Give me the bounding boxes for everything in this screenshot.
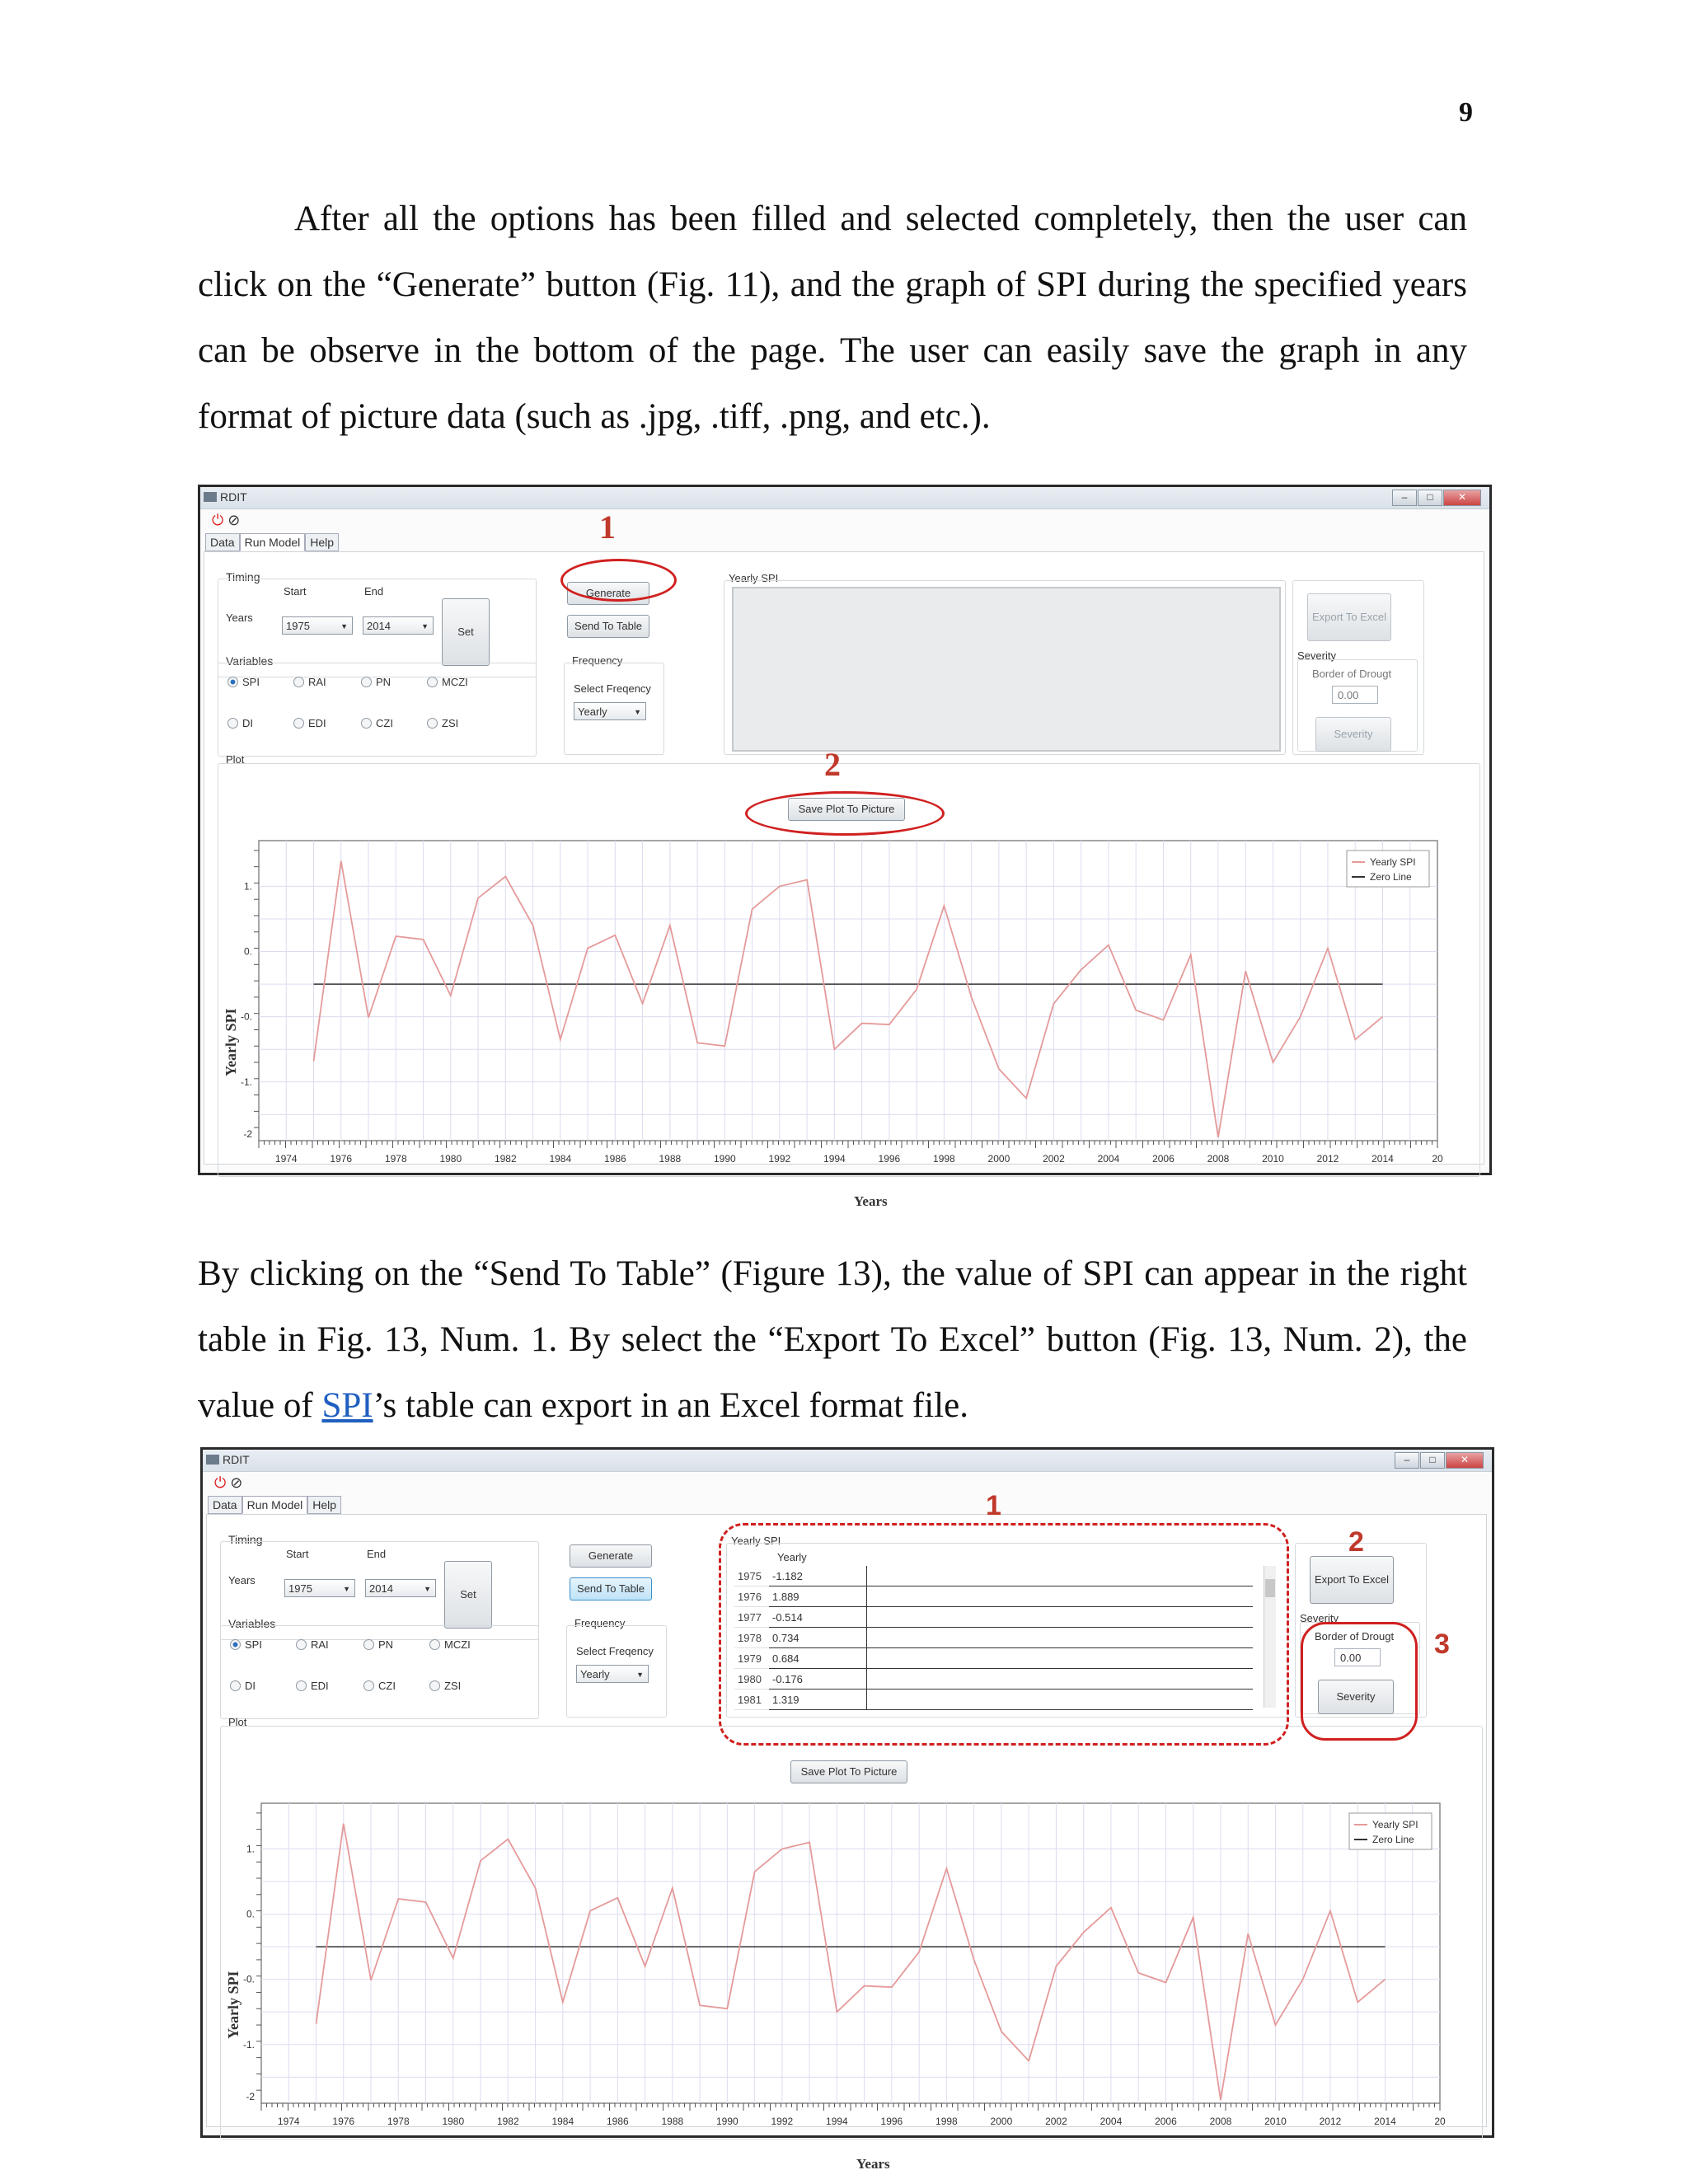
annotation-number-2: 2	[1348, 1526, 1364, 1558]
x-tick-label: 1976	[332, 2116, 355, 2127]
table-row[interactable]: 1975 -1.182	[734, 1566, 1253, 1586]
radio-czi[interactable]: CZI	[361, 717, 393, 729]
x-tick-label: 20	[1434, 2116, 1446, 2127]
x-tick-label: 20	[1432, 1153, 1443, 1165]
app-logo-icon	[206, 1455, 219, 1465]
severity-highlight-ring	[1301, 1622, 1418, 1741]
x-tick-label: 1986	[606, 2116, 629, 2127]
frequency-select[interactable]: Yearly ▼	[574, 702, 646, 720]
legend-label: Zero Line	[1370, 871, 1412, 883]
x-tick-label: 2000	[987, 1153, 1010, 1165]
timing-label: Timing	[226, 570, 260, 583]
tab-run-model[interactable]: Run Model	[242, 1496, 308, 1514]
annotation-number-1: 1	[986, 1490, 1001, 1521]
x-tick-label: 2002	[1043, 1153, 1065, 1165]
x-tick-label: 1978	[387, 2116, 410, 2127]
x-tick-label: 1988	[659, 1153, 682, 1165]
close-button[interactable]: ✕	[1443, 490, 1481, 506]
table-header-yearly: Yearly	[777, 1551, 807, 1563]
start-label: Start	[286, 1548, 309, 1560]
app-logo-icon	[204, 492, 217, 502]
quick-toolbar	[212, 512, 240, 529]
tab-help[interactable]: Help	[305, 533, 339, 551]
yearly-spi-label: Yearly SPI	[729, 572, 779, 584]
radio-czi[interactable]: CZI	[363, 1680, 396, 1692]
y-tick-label: -0.	[242, 1973, 255, 1985]
save-plot-to-picture-button[interactable]: Save Plot To Picture	[790, 1760, 907, 1783]
refresh-icon[interactable]: ⊘	[227, 512, 241, 528]
spi-link[interactable]: SPI	[321, 1386, 373, 1425]
timing-label: Timing	[228, 1533, 263, 1546]
table-row[interactable]: 1980 -0.176	[734, 1669, 1253, 1690]
x-tick-label: 2008	[1209, 2116, 1232, 2127]
x-tick-label: 2014	[1374, 2116, 1396, 2127]
border-of-drought-label: Border of Drougt	[1315, 1630, 1395, 1643]
y-tick-label: 0.	[243, 945, 252, 958]
spi-line-chart	[222, 1787, 1475, 2133]
window-title: RDIT	[220, 490, 247, 504]
maximize-button[interactable]: □	[1418, 490, 1442, 506]
start-label: Start	[284, 585, 307, 598]
border-of-drought-label: Border of Drougt	[1312, 668, 1392, 680]
x-tick-label: 1992	[771, 2116, 794, 2127]
radio-zsi[interactable]: ZSI	[429, 1680, 461, 1692]
x-tick-label: 2000	[990, 2116, 1013, 2127]
severity-label: Severity	[1297, 649, 1336, 662]
border-of-drought-input[interactable]: 0.00	[1334, 1648, 1381, 1666]
page-number: 9	[1459, 97, 1473, 128]
x-tick-label: 1996	[880, 2116, 903, 2127]
radio-pn[interactable]: PN	[361, 676, 391, 688]
x-tick-label: 1992	[768, 1153, 791, 1165]
severity-button[interactable]: Severity	[1315, 717, 1391, 752]
minimize-button[interactable]: –	[1392, 490, 1417, 506]
plot-area	[261, 1803, 1440, 2103]
radio-edi[interactable]: EDI	[296, 1680, 329, 1692]
tab-help[interactable]: Help	[307, 1496, 341, 1514]
x-tick-label: 1990	[713, 1153, 736, 1165]
radio-spi[interactable]: SPI	[227, 676, 260, 688]
end-label: End	[364, 585, 384, 598]
x-tick-label: 1996	[878, 1153, 901, 1165]
close-button[interactable]: ✕	[1446, 1452, 1484, 1469]
frequency-label: Frequency	[574, 1617, 626, 1629]
variables-label: Variables	[226, 654, 274, 668]
severity-label: Severity	[1300, 1612, 1339, 1624]
x-tick-label: 2008	[1207, 1153, 1230, 1165]
variables-label: Variables	[228, 1617, 276, 1630]
quick-toolbar	[214, 1474, 242, 1492]
end-year-select[interactable]: 2014 ▼	[363, 616, 434, 635]
radio-zsi[interactable]: ZSI	[427, 717, 458, 729]
refresh-icon[interactable]: ⊘	[230, 1474, 243, 1491]
yearly-spi-table-empty	[732, 587, 1281, 752]
x-tick-label: 1994	[826, 2116, 848, 2127]
x-tick-label: 2004	[1097, 1153, 1120, 1165]
select-frequency-label: Select Freqency	[576, 1645, 654, 1657]
severity-button[interactable]: Severity	[1318, 1680, 1394, 1714]
x-tick-label: 2010	[1262, 1153, 1284, 1165]
x-tick-label: 1986	[603, 1153, 626, 1165]
radio-mczi[interactable]: MCZI	[427, 676, 468, 688]
paragraph-2-part1: By clicking on the “Send To Table” (Figure 13), the value of SPI can appear in the right table in Fig. 13, Num. 1. By select the “Export To Excel” button (Fig. 13, Num. 2), the value of	[198, 1254, 1467, 1425]
tab-bar	[208, 1496, 341, 1514]
generate-button[interactable]: Generate	[567, 582, 649, 605]
x-tick-label: 1980	[439, 1153, 462, 1165]
annotation-number-3: 3	[1434, 1629, 1450, 1660]
power-icon[interactable]: ⏻	[214, 1474, 227, 1491]
start-year-select[interactable]: 1975 ▼	[284, 1579, 355, 1597]
y-axis-label: Yearly SPI	[225, 1971, 241, 2039]
x-tick-label: 2012	[1316, 1153, 1339, 1165]
x-tick-label: 1988	[661, 2116, 684, 2127]
x-tick-label: 1980	[442, 2116, 465, 2127]
set-button[interactable]: Set	[444, 1561, 492, 1629]
run-model-panel	[204, 551, 1484, 1209]
radio-edi[interactable]: EDI	[293, 717, 326, 729]
end-year-select[interactable]: 2014 ▼	[365, 1579, 436, 1597]
x-tick-label: 1974	[277, 2116, 300, 2127]
x-tick-label: 1984	[551, 2116, 574, 2127]
generate-highlight-ring	[560, 559, 677, 602]
send-to-table-button[interactable]: Send To Table	[570, 1577, 652, 1601]
x-tick-label: 1994	[823, 1153, 846, 1165]
set-button[interactable]: Set	[442, 598, 490, 666]
table-row[interactable]: 1978 0.734	[734, 1628, 1253, 1648]
radio-spi[interactable]: SPI	[230, 1638, 262, 1651]
window-controls	[1394, 1452, 1484, 1469]
title-bar	[203, 1450, 1492, 1472]
window-title: RDIT	[223, 1453, 250, 1466]
tab-data[interactable]: Data	[205, 533, 240, 551]
paragraph-1-text: After all the options has been filled and selected completely, then the user can click on the “Generate” button (Fig. 11), and the graph of SPI during the specified years can be observe in the bottom of the page. The user can easily save the graph in any format of picture data (such as .jpg, .tiff, .png, and etc.).	[198, 199, 1467, 436]
x-tick-label: 1976	[330, 1153, 353, 1165]
y-tick-label: 0.	[246, 1908, 255, 1920]
y-tick-label: -1.	[242, 2038, 255, 2050]
x-tick-label: 1974	[274, 1153, 298, 1165]
years-label: Years	[228, 1574, 256, 1586]
export-to-excel-button[interactable]: Export To Excel	[1307, 593, 1391, 641]
x-tick-label: 2012	[1319, 2116, 1342, 2127]
generate-button[interactable]: Generate	[570, 1544, 652, 1568]
table-row[interactable]: 1976 1.889	[734, 1586, 1253, 1607]
x-tick-label: 1978	[384, 1153, 407, 1165]
x-tick-label: 1998	[935, 2116, 958, 2127]
y-tick-label: -2	[243, 1128, 252, 1141]
table-row[interactable]: 1977 -0.514	[734, 1607, 1253, 1628]
send-to-table-button[interactable]: Send To Table	[567, 615, 649, 638]
table-row[interactable]: 1981 1.319	[734, 1690, 1253, 1710]
paragraph-2	[198, 1241, 1467, 1439]
export-to-excel-button[interactable]: Export To Excel	[1310, 1556, 1394, 1604]
radio-rai[interactable]: RAI	[296, 1638, 329, 1651]
x-tick-label: 2004	[1100, 2116, 1123, 2127]
x-tick-label: 1984	[549, 1153, 572, 1165]
radio-pn[interactable]: PN	[363, 1638, 393, 1651]
radio-di[interactable]: DI	[227, 717, 253, 729]
select-frequency-label: Select Freqency	[574, 682, 651, 695]
plot-area	[259, 841, 1437, 1141]
legend-label: Zero Line	[1372, 1834, 1414, 1845]
x-axis-label: Years	[854, 1193, 888, 1209]
tab-run-model[interactable]: Run Model	[240, 533, 306, 551]
paragraph-1	[198, 186, 1467, 450]
paragraph-2-part2: ’s table can export in an Excel format file.	[373, 1386, 968, 1425]
x-axis-label: Years	[856, 2156, 890, 2172]
annotation-number-1: 1	[599, 509, 616, 546]
save-plot-to-picture-button[interactable]: Save Plot To Picture	[788, 798, 905, 821]
y-tick-label: -0.	[240, 1010, 252, 1023]
y-tick-label: -1.	[240, 1076, 252, 1088]
tab-data[interactable]: Data	[208, 1496, 242, 1514]
spi-line-chart	[219, 824, 1472, 1170]
save-plot-highlight-ring	[745, 791, 945, 836]
frequency-label: Frequency	[572, 654, 623, 667]
x-tick-label: 1982	[494, 1153, 517, 1165]
tab-bar	[205, 533, 339, 551]
border-of-drought-input[interactable]: 0.00	[1332, 686, 1378, 704]
annotation-number-2: 2	[824, 746, 841, 783]
y-tick-label: 1.	[243, 880, 252, 893]
end-label: End	[367, 1548, 387, 1560]
x-tick-label: 2002	[1045, 2116, 1067, 2127]
y-axis-label: Yearly SPI	[223, 1008, 239, 1076]
title-bar	[200, 487, 1489, 509]
radio-rai[interactable]: RAI	[293, 676, 326, 688]
start-year-select[interactable]: 1975 ▼	[282, 616, 353, 635]
minimize-button[interactable]: –	[1395, 1452, 1419, 1469]
window-controls	[1391, 490, 1481, 506]
plot-label: Plot	[228, 1716, 247, 1728]
x-tick-label: 2006	[1155, 2116, 1177, 2127]
frequency-select[interactable]: Yearly ▼	[576, 1665, 649, 1683]
y-tick-label: -2	[246, 2091, 255, 2103]
radio-di[interactable]: DI	[230, 1680, 256, 1692]
legend-label: Yearly SPI	[1370, 856, 1416, 868]
years-label: Years	[226, 612, 253, 624]
table-row[interactable]: 1979 0.684	[734, 1648, 1253, 1669]
y-tick-label: 1.	[246, 1843, 255, 1855]
legend-label: Yearly SPI	[1372, 1819, 1418, 1830]
power-icon[interactable]: ⏻	[212, 512, 224, 528]
x-tick-label: 1998	[933, 1153, 955, 1165]
table-highlight-dashed	[719, 1523, 1289, 1746]
maximize-button[interactable]: □	[1420, 1452, 1445, 1469]
plot-label: Plot	[226, 753, 245, 766]
x-tick-label: 2014	[1372, 1153, 1394, 1165]
x-tick-label: 2010	[1264, 2116, 1287, 2127]
x-tick-label: 1990	[715, 2116, 738, 2127]
x-tick-label: 2006	[1152, 1153, 1175, 1165]
radio-mczi[interactable]: MCZI	[429, 1638, 471, 1651]
yearly-spi-label: Yearly SPI	[731, 1535, 781, 1547]
x-tick-label: 1982	[496, 2116, 519, 2127]
